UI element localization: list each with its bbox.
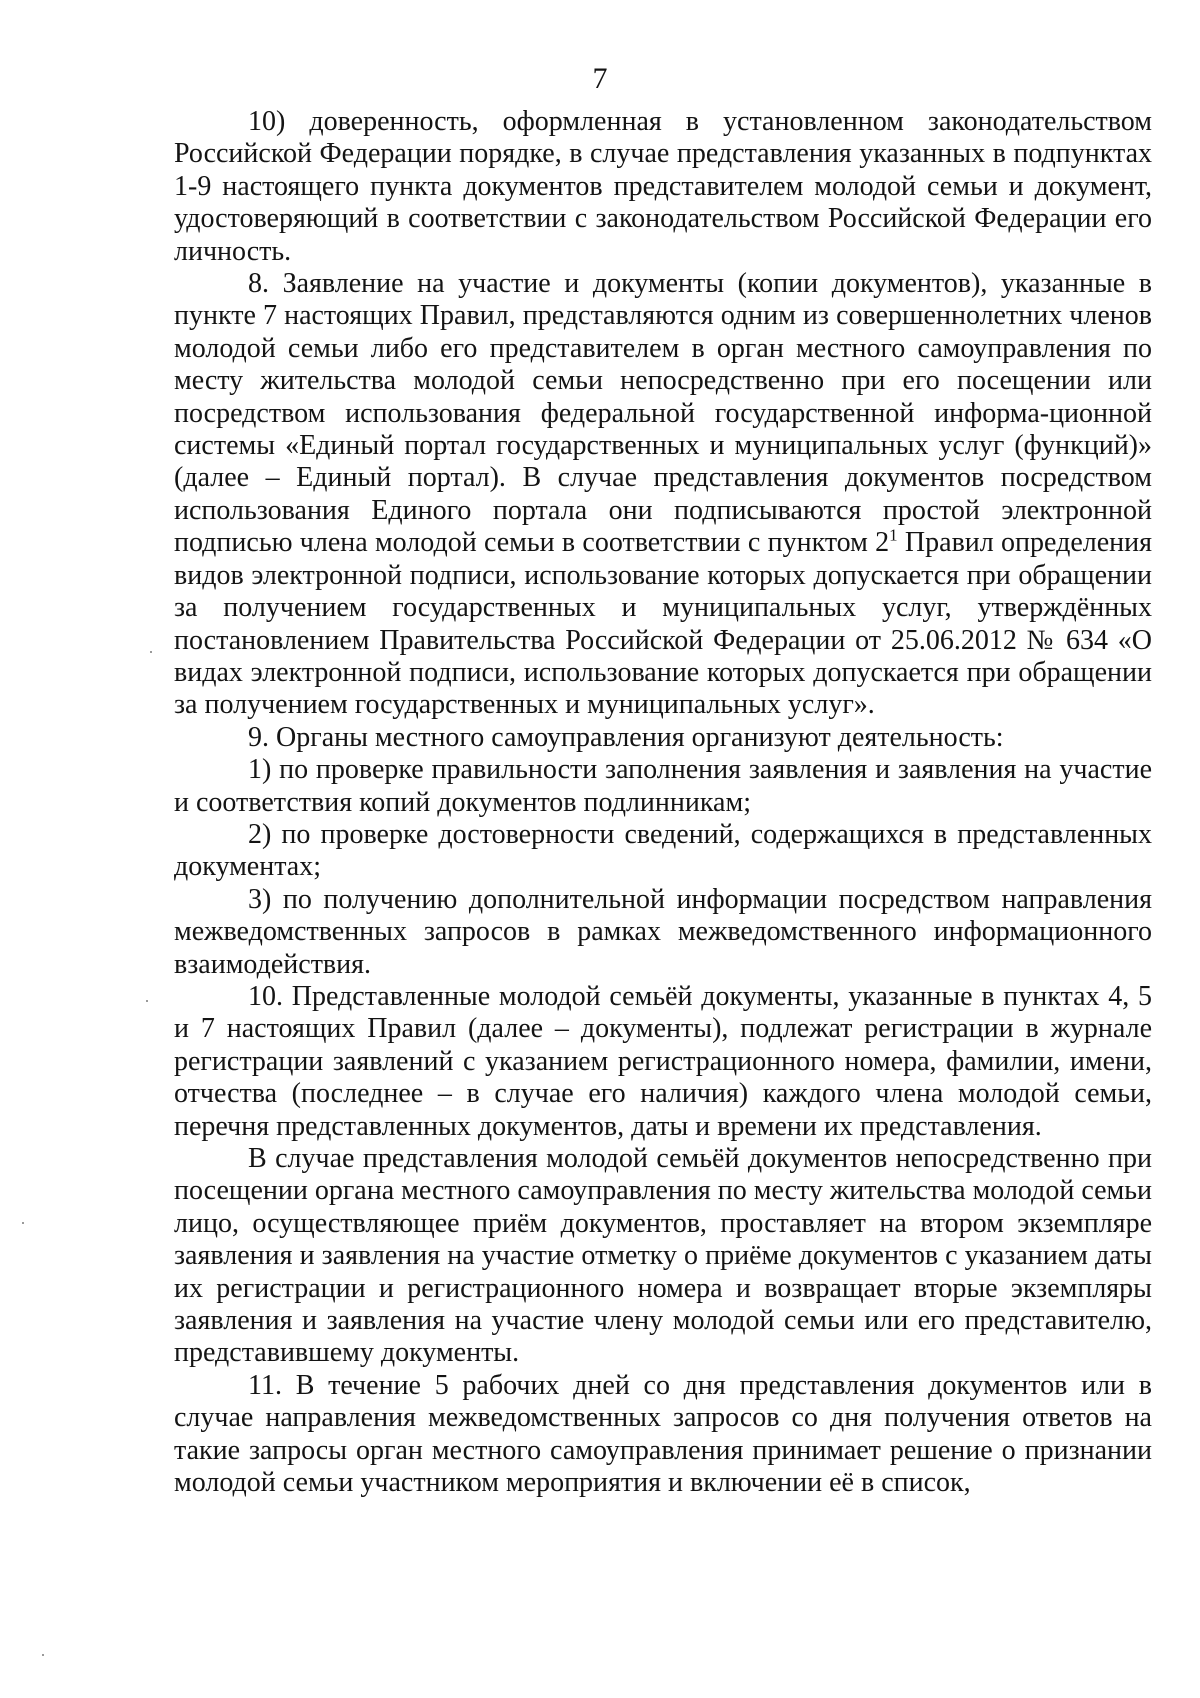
paragraph-8-text: 8. Заявление на участие и документы (копии документов), указанные в пункте 7 настоящих Правил, представляются одним из совершеннолетних членов молодой семьи либо его представителем в орган местного самоуправления по месту жительства молодой семьи непосредственно при его посещении или посредством использования федеральной государственной информа-ционной системы «Единый портал государственных и муниципальных услуг (функций)» (далее – Единый портал). В случае представления документов посредством использования Единого портала они подписываются простой электронной подписью члена молодой семьи в соответствии с пунктом 2 — [174, 268, 1152, 559]
paragraph-9-item-3: 3) по получению дополнительной информации посредством направления межведомственных запросов в рамках межведомственного информационного взаимодействия. — [174, 883, 1152, 980]
paragraph-8-superscript: 1 — [889, 525, 898, 545]
paragraph-in-person-submission: В случае представления молодой семьёй документов непосредственно при посещении органа местного самоуправления по месту жительства молодой семьи лицо, осуществляющее приём документов, проставляет на втором экземпляре заявления и заявления на участие отметку о приёме документов с указанием даты их регистрации и регистрационного номера и возвращает вторые экземпляры заявления и заявления на участие члену молодой семьи или его представителю, представившему документы. — [174, 1143, 1153, 1369]
document-body — [174, 106, 1152, 1499]
paragraph-10-registration: 10. Представленные молодой семьёй документы, указанные в пунктах 4, 5 и 7 настоящих Правил (далее – документы), подлежат регистрации в журнале регистрации заявлений с указанием регистрационного номера, фамилии, имени, отчества (последнее – в случае его наличия) каждого члена молодой семьи, перечня представленных документов, даты и времени их представления. — [174, 980, 1152, 1142]
scan-speck — [22, 1222, 24, 1224]
paragraph-10-power-of-attorney: 10) доверенность, оформленная в установленном законодательством Российской Федерации порядке, в случае представления указанных в подпунктах 1-9 настоящего пункта документов представителем молодой семьи и документ, удостоверяющий в соответствии с законодательством Российской Федерации его личность. — [174, 106, 1152, 267]
page-number: 7 — [592, 62, 608, 95]
paragraph-9-item-1: 1) по проверке правильности заполнения заявления и заявления на участие и соответствия копий документов подлинникам; — [174, 754, 1152, 818]
paragraph-8-application-submission — [174, 268, 1152, 722]
scan-speck — [146, 1000, 148, 1002]
paragraph-9-local-authorities: 9. Органы местного самоуправления организуют деятельность: — [248, 721, 1004, 753]
scan-speck — [42, 1654, 44, 1656]
scan-speck — [150, 651, 152, 653]
paragraph-9-item-2: 2) по проверке достоверности сведений, содержащихся в представленных документах; — [174, 818, 1152, 883]
paragraph-8-text-continued: Правил определения видов электронной подписи, использование которых допускается при обращении за получением государственных и муниципальных услуг, утверждённых постановлением Правительства Российской Федерации от 25.06.2012 № 634 «О видах электронной подписи, использование которых допускается при обращении за получением государственных и муниципальных услуг». — [174, 527, 1153, 721]
paragraph-11-decision: 11. В течение 5 рабочих дней со дня представления документов или в случае направления межведомственных запросов со дня получения ответов на такие запросы орган местного самоуправления принимает решение о признании молодой семьи участником мероприятия и включении её в список, — [174, 1369, 1152, 1499]
